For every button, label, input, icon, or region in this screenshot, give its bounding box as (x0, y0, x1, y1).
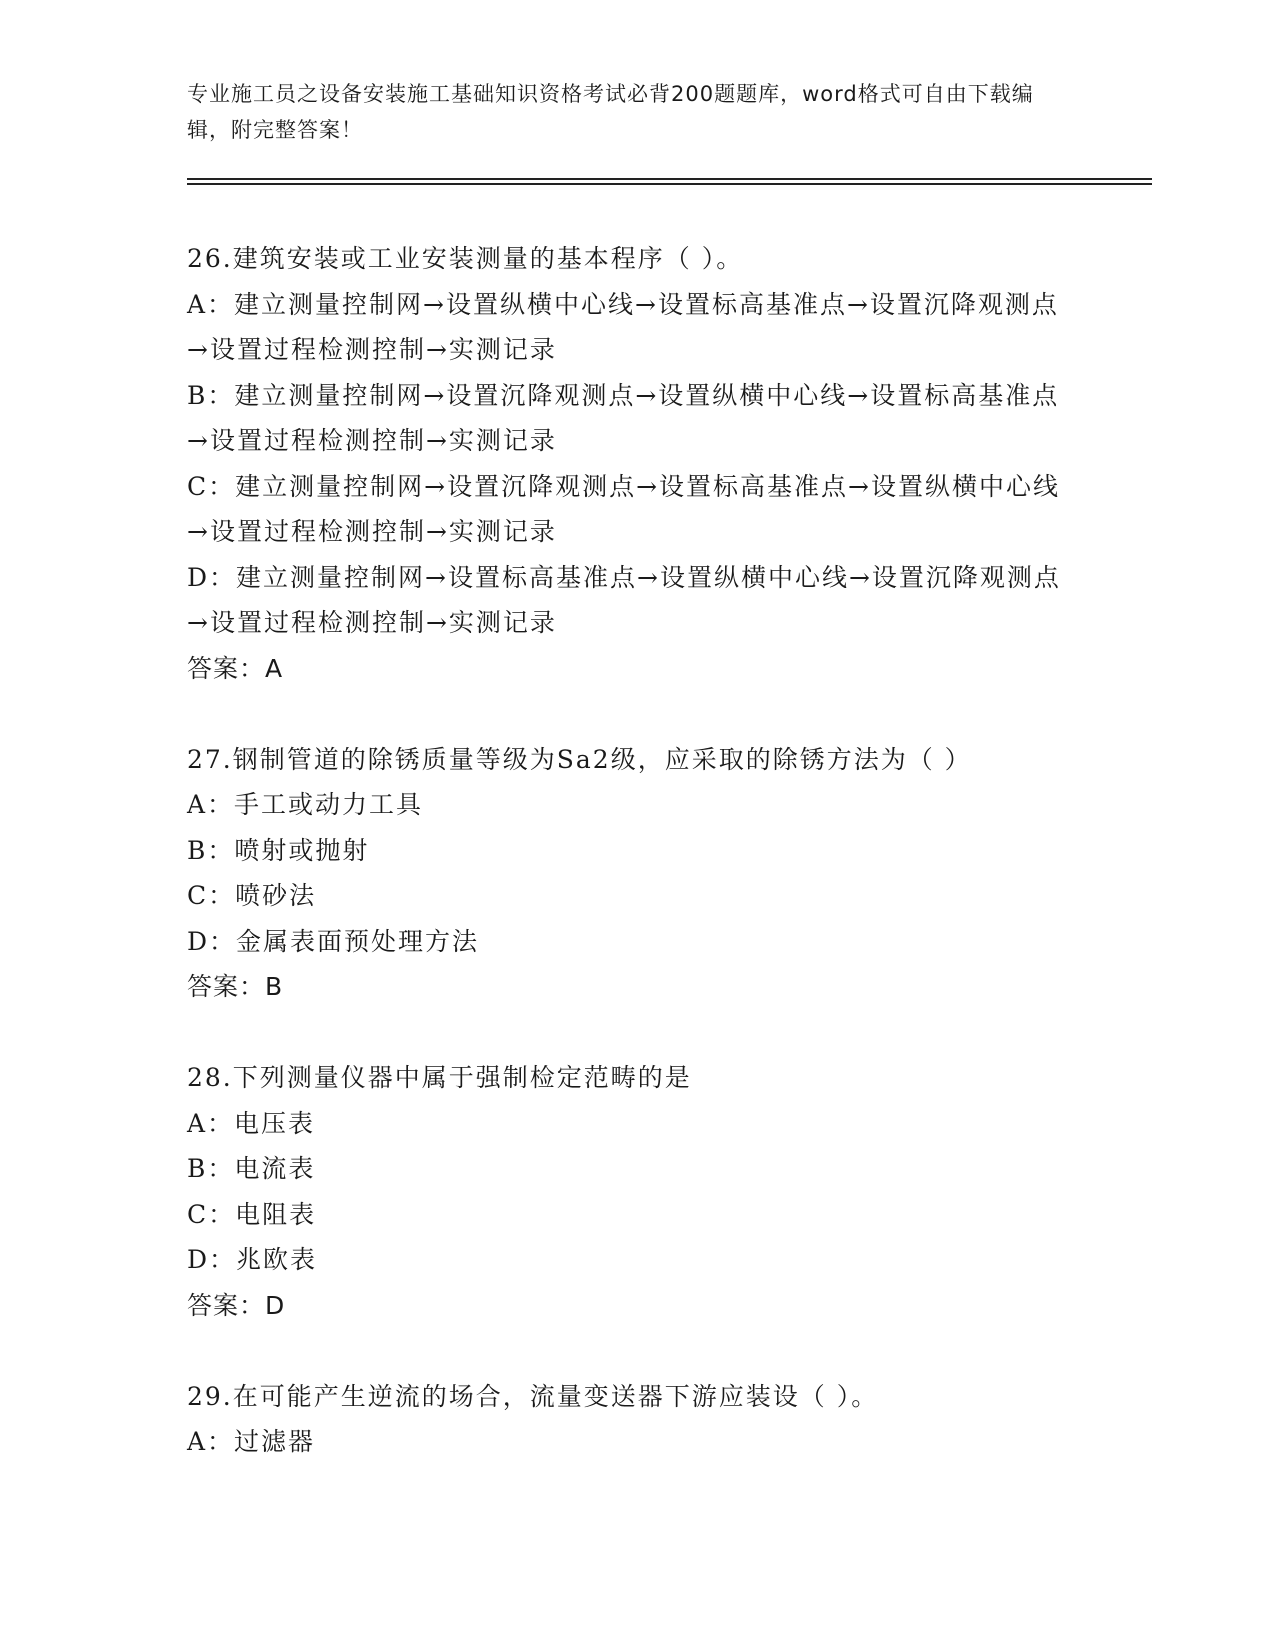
answer-label: 答案：A (187, 653, 284, 683)
document-header (187, 76, 1067, 148)
option-a: A：建立测量控制网→设置纵横中心线→设置标高基准点→设置沉降观测点→设置过程检测控制→实测记录 (187, 289, 1059, 364)
option-c: C：电阻表 (187, 1199, 317, 1229)
answer-label: 答案：B (187, 972, 284, 1001)
option-a: A：过滤器 (187, 1427, 316, 1456)
question-29 (187, 1374, 1067, 1465)
option-c: C：建立测量控制网→设置沉降观测点→设置标高基准点→设置纵横中心线→设置过程检测控制→实测记录 (187, 471, 1060, 546)
header-divider-top (187, 178, 1152, 180)
question-stem: 28.下列测量仪器中属于强制检定范畴的是 (187, 1063, 692, 1092)
option-b: B：电流表 (187, 1154, 316, 1183)
question-list (187, 236, 1067, 1510)
option-b: B：建立测量控制网→设置沉降观测点→设置纵横中心线→设置标高基准点→设置过程检测控制→实测记录 (187, 380, 1060, 455)
option-a: A：电压表 (187, 1108, 316, 1138)
option-d: D：金属表面预处理方法 (187, 926, 480, 956)
option-d: D：兆欧表 (187, 1245, 318, 1274)
option-b: B：喷射或抛射 (187, 835, 370, 865)
question-28 (187, 1055, 1067, 1328)
question-26 (187, 236, 1067, 691)
question-27 (187, 737, 1067, 1010)
option-a: A：手工或动力工具 (187, 790, 424, 819)
question-stem: 29.在可能产生逆流的场合，流量变送器下游应装设（ ）。 (187, 1381, 879, 1411)
question-stem: 27.钢制管道的除锈质量等级为Sa2级，应采取的除锈方法为（ ） (187, 744, 972, 774)
question-stem: 26.建筑安装或工业安装测量的基本程序（ ）。 (187, 244, 744, 273)
option-c: C：喷砂法 (187, 881, 317, 910)
header-title: 专业施工员之设备安装施工基础知识资格考试必背200题题库，word格式可自由下载编辑，附完整答案！ (187, 82, 1034, 142)
option-d: D：建立测量控制网→设置标高基准点→设置纵横中心线→设置沉降观测点→设置过程检测控制→实测记录 (187, 562, 1061, 637)
answer-label: 答案：D (187, 1290, 286, 1320)
header-divider-bottom (187, 183, 1152, 185)
